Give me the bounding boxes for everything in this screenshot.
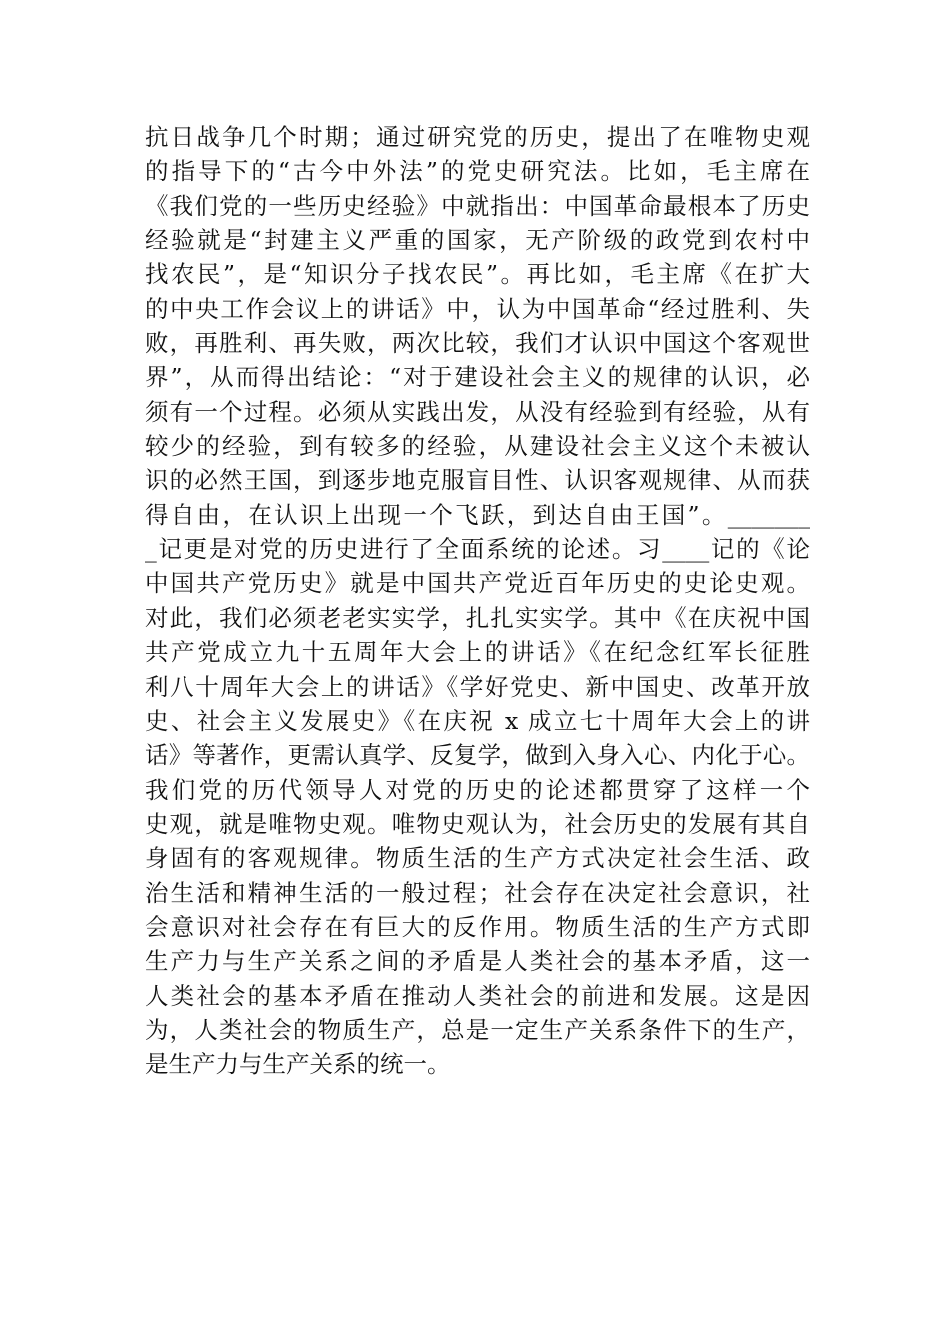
text-line: 须有一个过程。必须从实践出发，从没有经验到有经验，从有: [145, 397, 810, 426]
text-line: 《我们党的一些历史经验》中就指出：中国革命最根本了历史: [145, 191, 810, 220]
text-line: 抗日战争几个时期；通过研究党的历史，提出了在唯物史观: [145, 123, 810, 151]
text-line: 找农民”，是“知识分子找农民”。再比如，毛主席《在扩大: [145, 260, 810, 289]
text-line: 身固有的客观规律。物质生活的生产方式决定社会生活、政: [145, 844, 810, 873]
text-line: 人类社会的基本矛盾在推动人类社会的前进和发展。这是因: [145, 981, 810, 1010]
body-text: [145, 120, 810, 1082]
text-line: 利八十周年大会上的讲话》《学好党史、新中国史、改革开放: [145, 672, 810, 701]
text-line: 我们党的历代领导人对党的历史的论述都贯穿了这样一个: [145, 775, 810, 804]
text-line: 为，人类社会的物质生产，总是一定生产关系条件下的生产，: [145, 1015, 810, 1044]
text-line: 治生活和精神生活的一般过程；社会存在决定社会意识，社: [145, 878, 810, 907]
text-line: 生产力与生产关系之间的矛盾是人类社会的基本矛盾，这一: [145, 947, 810, 976]
text-line: 史、社会主义发展史》《在庆祝 x 成立七十周年大会上的讲: [145, 706, 810, 735]
text-line: 的指导下的“古今中外法”的党史研究法。比如，毛主席在: [145, 157, 810, 186]
text-line: 对此，我们必须老老实实学，扎扎实实学。其中《在庆祝中国: [145, 603, 810, 632]
text-line: _记更是对党的历史进行了全面系统的论述。习____记的《论: [145, 535, 810, 564]
text-line: 界”，从而得出结论：“对于建设社会主义的规律的认识，必: [145, 363, 810, 392]
text-line: 经验就是“封建主义严重的国家，无产阶级的政党到农村中: [145, 226, 810, 255]
text-line: 得自由，在认识上出现一个飞跃，到达自由王国”。_______: [145, 500, 810, 529]
text-line: 是生产力与生产关系的统一。: [145, 1050, 451, 1079]
text-line: 较少的经验，到有较多的经验，从建设社会主义这个未被认: [145, 432, 810, 461]
text-line: 败，再胜利、再失败，两次比较，我们才认识中国这个客观世: [145, 329, 810, 358]
text-line: 中国共产党历史》就是中国共产党近百年历史的史论史观。: [145, 569, 810, 598]
text-line: 的中央工作会议上的讲话》中，认为中国革命“经过胜利、失: [145, 294, 810, 323]
text-line: 会意识对社会存在有巨大的反作用。物质生活的生产方式即: [145, 912, 810, 941]
text-line: 识的必然王国，到逐步地克服盲目性、认识客观规律、从而获: [145, 466, 810, 495]
text-line: 史观，就是唯物史观。唯物史观认为，社会历史的发展有其自: [145, 809, 810, 838]
text-line: 共产党成立九十五周年大会上的讲话》《在纪念红军长征胜: [145, 638, 810, 667]
text-line: 话》等著作，更需认真学、反复学，做到入身入心、内化于心。: [145, 741, 810, 770]
